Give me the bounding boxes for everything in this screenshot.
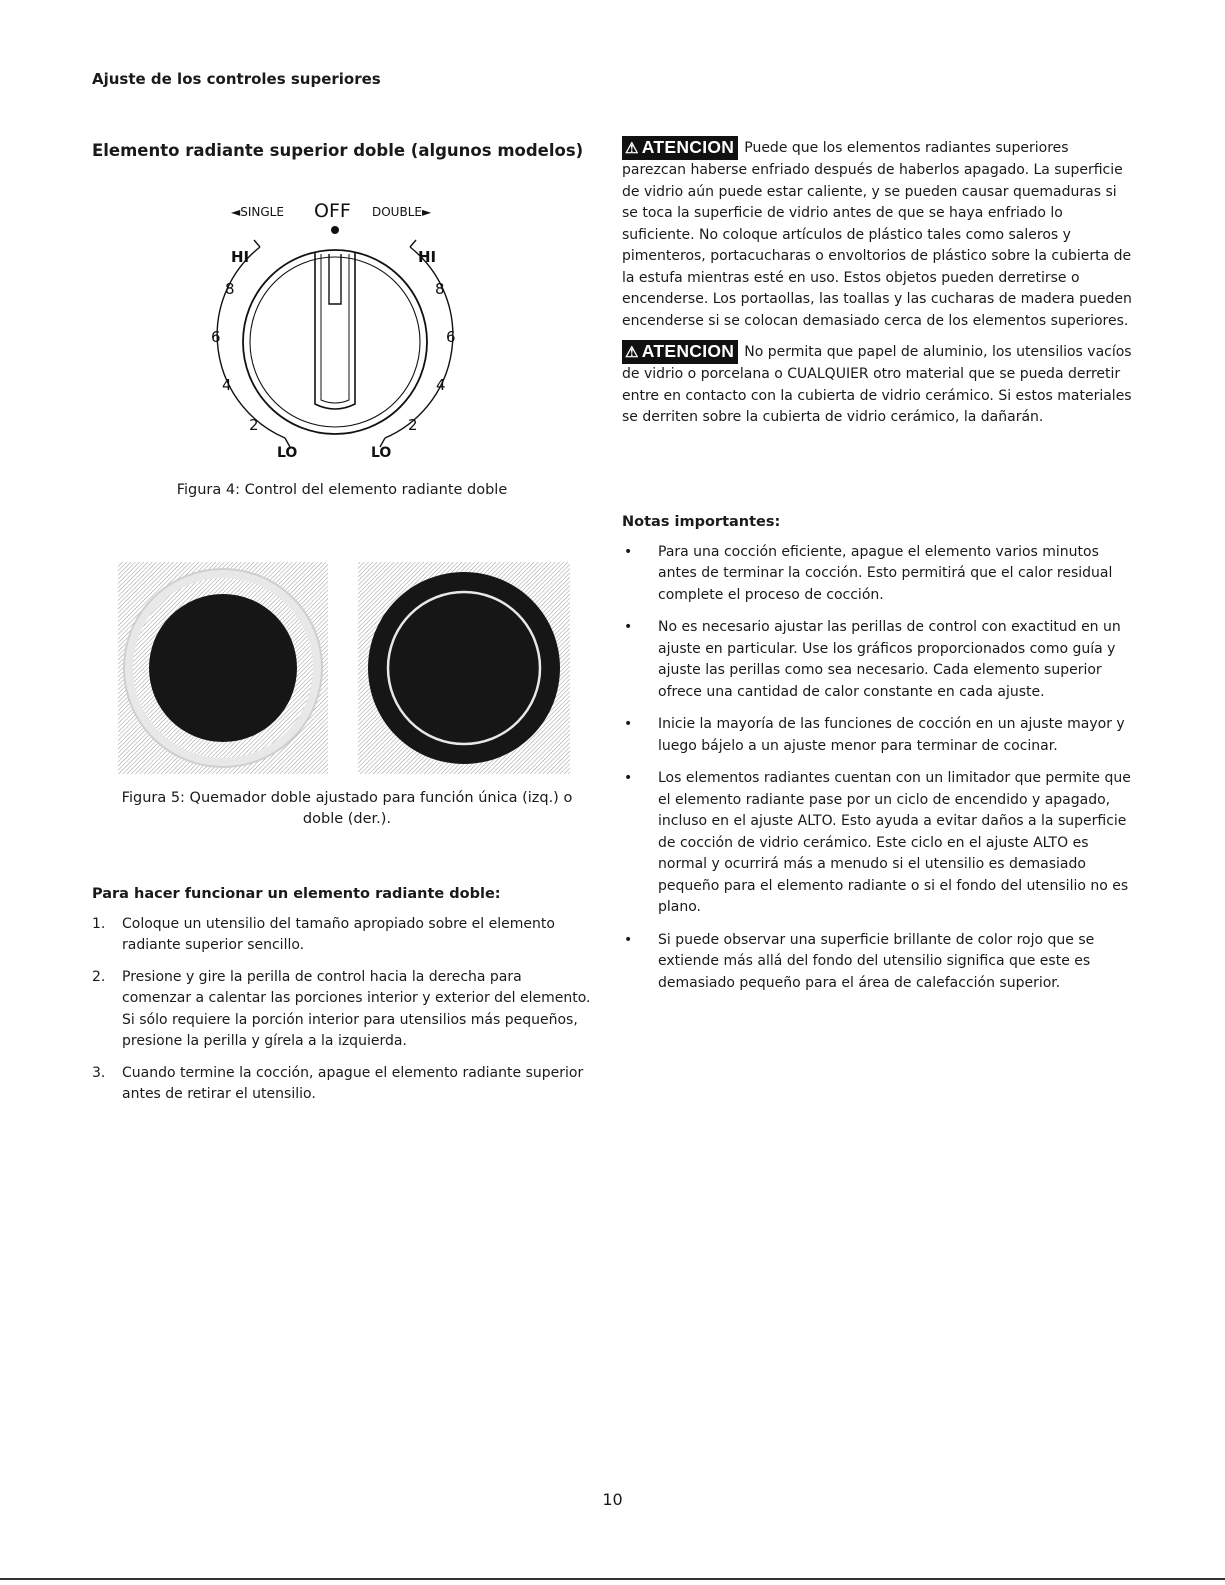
step-number: 3.: [92, 1064, 106, 1081]
step-item: [92, 1063, 592, 1106]
note-item: [622, 542, 1134, 607]
knob-off-label: OFF: [314, 200, 351, 222]
knob-off-dot: [331, 226, 339, 234]
knob-right-hi: HI: [418, 248, 437, 266]
knob-body: [243, 250, 427, 434]
warning-paragraph-1: [622, 136, 1134, 332]
knob-right-2: 2: [408, 416, 418, 434]
knob-right-8: 8: [435, 280, 445, 298]
knob-right-scale-arc: [385, 247, 453, 438]
notes-list: [622, 542, 1134, 995]
notes-title: Notas importantes:: [622, 514, 781, 530]
knob-double-label: DOUBLE►: [372, 205, 432, 219]
double-burner-outer-heated: [368, 572, 560, 764]
knob-left-2: 2: [249, 416, 259, 434]
single-burner-inner-heated: [149, 594, 297, 742]
knob-left-4: 4: [222, 376, 232, 394]
figure-4-caption: Figura 4: Control del elemento radiante doble: [176, 482, 508, 498]
attention-badge: [622, 136, 738, 160]
single-burner-figure: [118, 562, 328, 774]
knob-pointer: [329, 254, 341, 304]
knob-left-lo: LO: [277, 445, 298, 461]
note-text: Inicie la mayoría de las funciones de cocción en un ajuste mayor y luego bájelo a un ajuste menor para terminar de cocinar.: [658, 716, 1125, 754]
bullet-icon: •: [624, 543, 633, 560]
step-number: 1.: [92, 915, 106, 932]
knob-right-4: 4: [436, 376, 446, 394]
attention-badge-label: ATENCION: [641, 341, 735, 361]
knob-left-scale-arc: [217, 247, 285, 438]
bottom-rule: [0, 1578, 1225, 1580]
note-item: [622, 714, 1134, 757]
step-text: Cuando termine la cocción, apague el elemento radiante superior antes de retirar el utensilio.: [122, 1064, 584, 1102]
section-title: Ajuste de los controles superiores: [92, 70, 381, 88]
step-number: 2.: [92, 968, 106, 985]
page-number: 10: [602, 1490, 623, 1509]
note-text: No es necesario ajustar las perillas de control con exactitud en un ajuste en particular. Use los gráficos proporcionados como guía y ajuste las perillas como sea necesario. Cada elemento superior ofrece una cantidad de calor constante en cada ajuste.: [658, 619, 1121, 700]
bullet-icon: •: [624, 716, 633, 732]
double-element-knob-figure: [190, 192, 480, 467]
steps-section: [92, 884, 592, 1116]
knob-right-6: 6: [446, 328, 456, 346]
right-column: [622, 136, 1134, 437]
knob-left-8: 8: [225, 280, 235, 298]
bullet-icon: •: [624, 931, 633, 948]
note-text: Los elementos radiantes cuentan con un limitador que permite que el elemento radiante pase por un ciclo de encendido y apagado, incluso en el ajuste ALTO. Esto ayuda a evitar daños a la superficie de cocción de vidrio cerámico. Este ciclo en el ajuste ALTO es normal y ocurrirá más a menudo si el utensilio es demasiado pequeño para el elemento radiante o si el fondo del utensilio no es plano.: [658, 770, 1131, 915]
notes-section: [622, 512, 1134, 1005]
attention-badge: [622, 340, 738, 364]
step-text: Coloque un utensilio del tamaño apropiado sobre el elemento radiante superior sencillo.: [122, 915, 555, 953]
warning-triangle-icon: ⚠: [625, 140, 639, 157]
note-item: [622, 930, 1134, 995]
step-text: Presione y gire la perilla de control hacia la derecha para comenzar a calentar las porciones interior y exterior del elemento. Si sólo requiere la porción interior para utensilios más pequeños, presione la perilla y gírela a la izquierda.: [122, 968, 591, 1049]
burner-figures: [118, 562, 570, 774]
warning-2-text: No permita que papel de aluminio, los utensilios vacíos de vidrio o porcelana o CUALQUIER otro material que se pueda derretir entre en contacto con la cubierta de vidrio cerámico. Si estos materiales se derriten sobre la cubierta de vidrio cerámico, la dañarán.: [622, 344, 1132, 425]
knob-left-6: 6: [211, 328, 221, 346]
knob-right-lo: LO: [371, 445, 392, 461]
steps-title: Para hacer funcionar un elemento radiante doble:: [92, 886, 501, 902]
figure-5-caption: Figura 5: Quemador doble ajustado para función única (izq.) o doble (der.).: [121, 790, 573, 827]
bullet-icon: •: [624, 619, 633, 635]
warning-paragraph-2: [622, 340, 1134, 429]
attention-badge-label: ATENCION: [641, 137, 735, 157]
bullet-icon: •: [624, 770, 633, 786]
step-item: [92, 914, 592, 957]
knob-single-label: ◄SINGLE: [231, 205, 284, 219]
step-item: [92, 967, 592, 1053]
warning-triangle-icon: ⚠: [625, 344, 639, 361]
knob-inner-ring: [250, 257, 420, 427]
knob-left-hi: HI: [231, 248, 250, 266]
note-text: Para una cocción eficiente, apague el elemento varios minutos antes de terminar la cocción. Esto permitirá que el calor residual complete el proceso de cocción.: [658, 543, 1113, 603]
double-burner-figure: [358, 562, 570, 774]
warning-1-text: Puede que los elementos radiantes superiores parezcan haberse enfriado después de haberlos apagado. La superficie de vidrio aún puede estar caliente, y se pueden causar quemaduras si se toca la superficie de vidrio antes de que se haya enfriado lo suficiente. No coloque artículos de plástico tales como saleros y pimenteros, portacucharas o envoltorios de plástico sobre la cubierta de la estufa mientras esté en uso. Estos objetos pueden derretirse o encenderse. Los portaollas, las toallas y las cucharas de madera pueden encenderse si se colocan demasiado cerca de los elementos superiores.: [622, 140, 1132, 329]
note-text: Si puede observar una superficie brillante de color rojo que se extiende más allá del fondo del utensilio significa que este es demasiado pequeño para el área de calefacción superior.: [658, 931, 1095, 991]
note-item: [622, 768, 1134, 919]
note-item: [622, 617, 1134, 703]
double-element-subtitle: Elemento radiante superior doble (algunos modelos): [92, 141, 584, 160]
steps-list: [92, 914, 592, 1106]
